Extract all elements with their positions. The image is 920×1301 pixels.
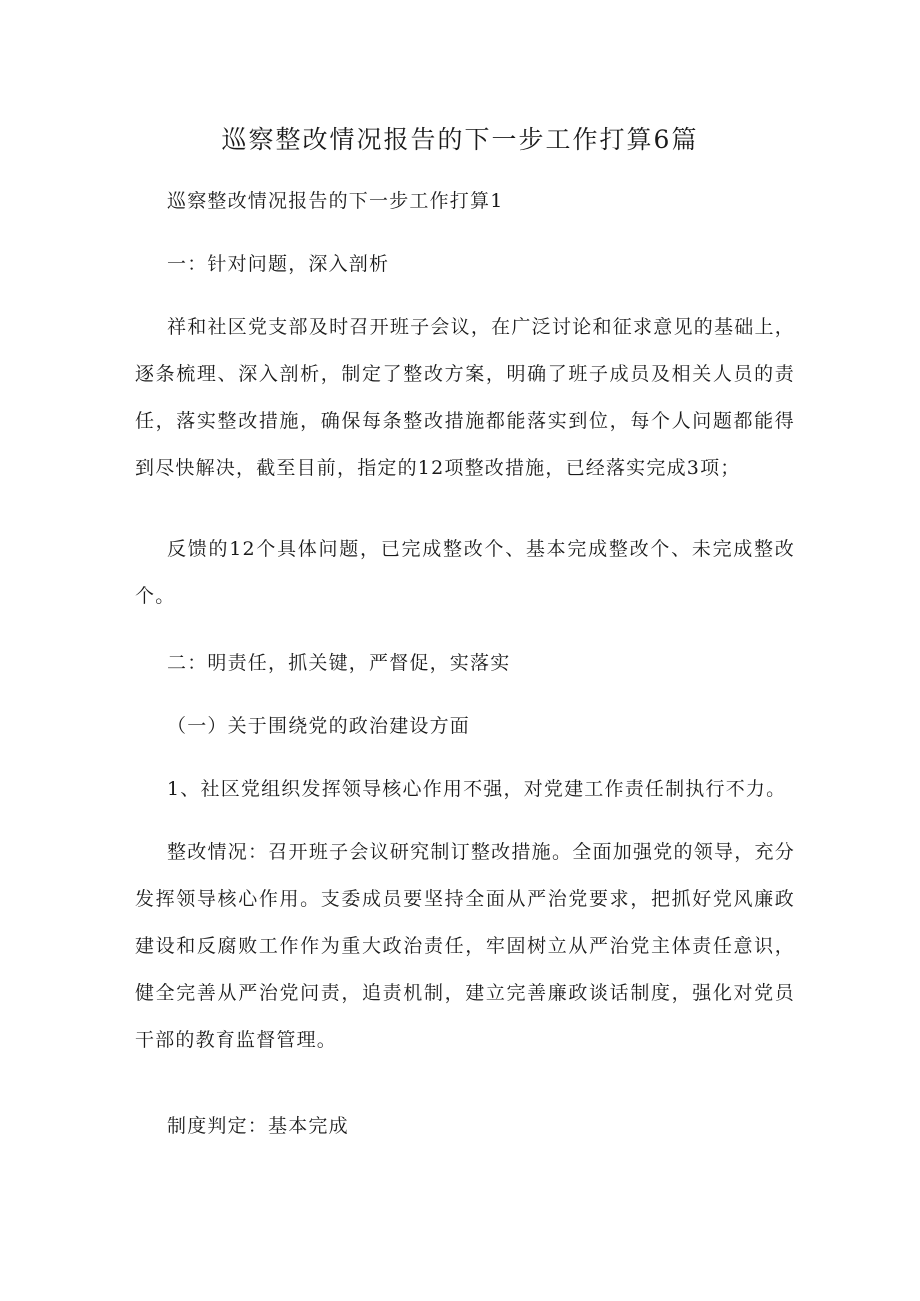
body-paragraph: 祥和社区党支部及时召开班子会议，在广泛讨论和征求意见的基础上，逐条梳理、深入剖析，制定了整改方案，明确了班子成员及相关人员的责任，落实整改措施，确保每条整改措施都能落实到位，每个人问题都能得到尽快解决，截至目前，指定的12项整改措施，已经落实完成3项； <box>135 316 795 479</box>
body-paragraph: 制度判定：基本完成 <box>167 1115 349 1137</box>
subsection-heading: 一：针对问题，深入剖析 <box>167 253 390 275</box>
section-heading: 巡察整改情况报告的下一步工作打算1 <box>167 190 504 212</box>
subsection-heading: 二：明责任，抓关键，严督促，实落实 <box>167 652 511 674</box>
subsection-heading: （一）关于围绕党的政治建设方面 <box>167 715 471 737</box>
body-paragraph: 反馈的12个具体问题，已完成整改个、基本完成整改个、未完成整改个。 <box>135 538 795 607</box>
document-title: 巡察整改情况报告的下一步工作打算6篇 <box>221 125 699 154</box>
body-paragraph: 1、社区党组织发挥领导核心作用不强，对党建工作责任制执行不力。 <box>167 778 787 800</box>
body-paragraph: 整改情况：召开班子会议研究制订整改措施。全面加强党的领导，充分发挥领导核心作用。支委成员要坚持全面从严治党要求，把抓好党风廉政建设和反腐败工作作为重大政治责任，牢固树立从严治党主体责任意识，健全完善从严治党问责，追责机制，建立完善廉政谈话制度，强化对党员干部的教育监督管理。 <box>135 841 795 1051</box>
